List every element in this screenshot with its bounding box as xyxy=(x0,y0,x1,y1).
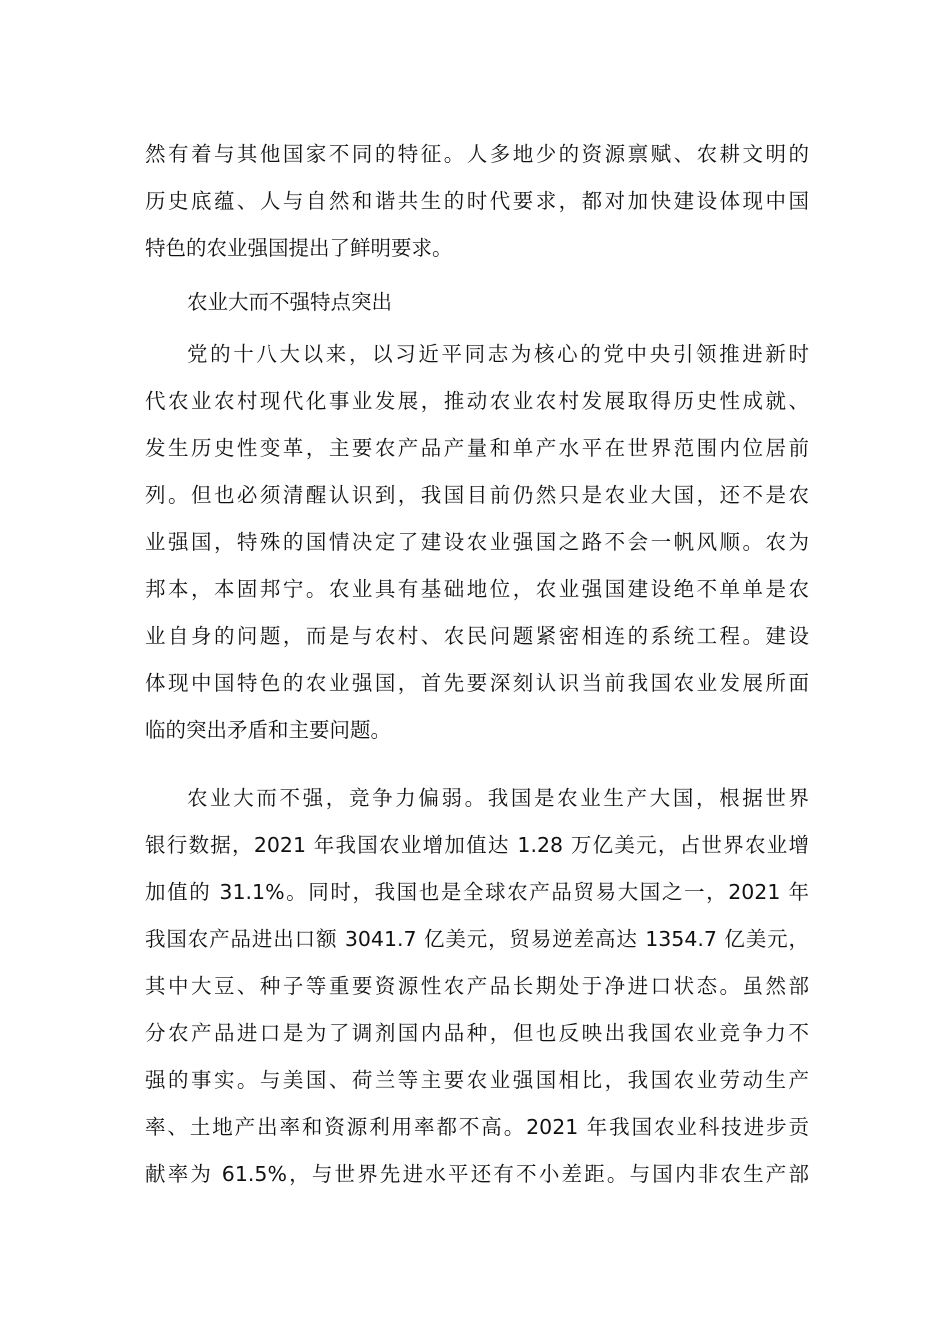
text-line: 业自身的问题，而是与农村、农民问题紧密相连的系统工程。建设 xyxy=(145,624,809,648)
section-heading: 农业大而不强特点突出 xyxy=(187,290,392,314)
text-line: 特色的农业强国提出了鲜明要求。 xyxy=(145,236,453,260)
text-line: 然有着与其他国家不同的特征。人多地少的资源禀赋、农耕文明的 xyxy=(145,142,809,166)
text-line: 强的事实。与美国、荷兰等主要农业强国相比，我国农业劳动生产 xyxy=(145,1068,809,1092)
text-line: 献率为 61.5%，与世界先进水平还有不小差距。与国内非农生产部 xyxy=(145,1162,809,1186)
text-line: 党的十八大以来，以习近平同志为核心的党中央引领推进新时 xyxy=(187,342,809,366)
text-line: 临的突出矛盾和主要问题。 xyxy=(145,718,391,742)
text-line: 业强国，特殊的国情决定了建设农业强国之路不会一帆风顺。农为 xyxy=(145,530,809,554)
text-line: 分农产品进口是为了调剂国内品种，但也反映出我国农业竞争力不 xyxy=(145,1021,809,1045)
text-line: 发生历史性变革，主要农产品产量和单产水平在世界范围内位居前 xyxy=(145,436,809,460)
text-line: 我国农产品进出口额 3041.7 亿美元，贸易逆差高达 1354.7 亿美元， xyxy=(145,927,809,951)
text-line: 农业大而不强，竞争力偏弱。我国是农业生产大国，根据世界 xyxy=(187,786,809,810)
text-line: 列。但也必须清醒认识到，我国目前仍然只是农业大国，还不是农 xyxy=(145,483,809,507)
text-line: 历史底蕴、人与自然和谐共生的时代要求，都对加快建设体现中国 xyxy=(145,189,809,213)
text-line: 体现中国特色的农业强国，首先要深刻认识当前我国农业发展所面 xyxy=(145,671,809,695)
text-line: 其中大豆、种子等重要资源性农产品长期处于净进口状态。虽然部 xyxy=(145,974,809,998)
text-line: 银行数据，2021 年我国农业增加值达 1.28 万亿美元，占世界农业增 xyxy=(145,833,809,857)
text-line: 邦本，本固邦宁。农业具有基础地位，农业强国建设绝不单单是农 xyxy=(145,577,809,601)
text-line: 代农业农村现代化事业发展，推动农业农村发展取得历史性成就、 xyxy=(145,389,809,413)
text-line: 加值的 31.1%。同时，我国也是全球农产品贸易大国之一，2021 年 xyxy=(145,880,809,904)
text-line: 率、土地产出率和资源利用率都不高。2021 年我国农业科技进步贡 xyxy=(145,1115,809,1139)
